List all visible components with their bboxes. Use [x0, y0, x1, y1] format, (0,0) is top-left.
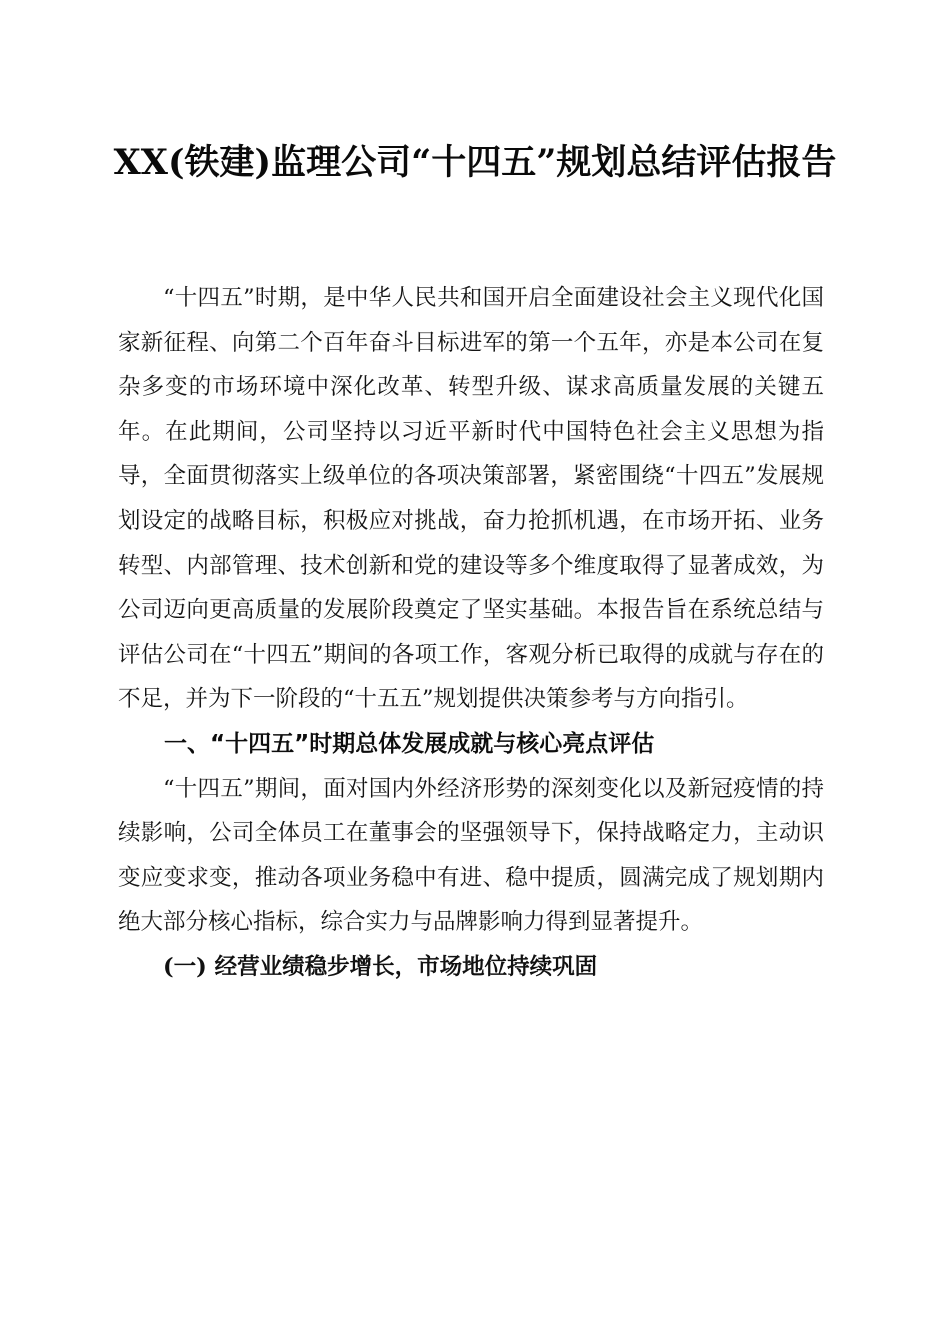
intro-paragraph: “十四五”时期，是中华人民共和国开启全面建设社会主义现代化国家新征程、向第二个百年奋斗目标进军的第一个五年，亦是本公司在复杂多变的市场环境中深化改革、转型升级、谋求高质量发展的关键五年。在此期间，公司坚持以习近平新时代中国特色社会主义思想为指导，全面贯彻落实上级单位的各项决策部署，紧密围绕“十四五”发展规划设定的战略目标，积极应对挑战，奋力抢抓机遇，在市场开拓、业务转型、内部管理、技术创新和党的建设等多个维度取得了显著成效，为公司迈向更高质量的发展阶段奠定了坚实基础。本报告旨在系统总结与评估公司在“十四五”期间的各项工作，客观分析已取得的成就与存在的不足，并为下一阶段的“十五五”规划提供决策参考与方向指引。 — [118, 285, 824, 713]
subsection-heading: (一) 经营业绩稳步增长，市场地位持续巩固 — [163, 953, 598, 980]
section-heading: 一、“十四五”时期总体发展成就与核心亮点评估 — [164, 730, 655, 757]
document-body — [118, 276, 824, 990]
document-title: XX(铁建)监理公司“十四五”规划总结评估报告 — [113, 142, 837, 183]
section-paragraph: “十四五”期间，面对国内外经济形势的深刻变化以及新冠疫情的持续影响，公司全体员工在董事会的坚强领导下，保持战略定力，主动识变应变求变，推动各项业务稳中有进、稳中提质，圆满完成了规划期内绝大部分核心指标，综合实力与品牌影响力得到显著提升。 — [118, 775, 824, 936]
